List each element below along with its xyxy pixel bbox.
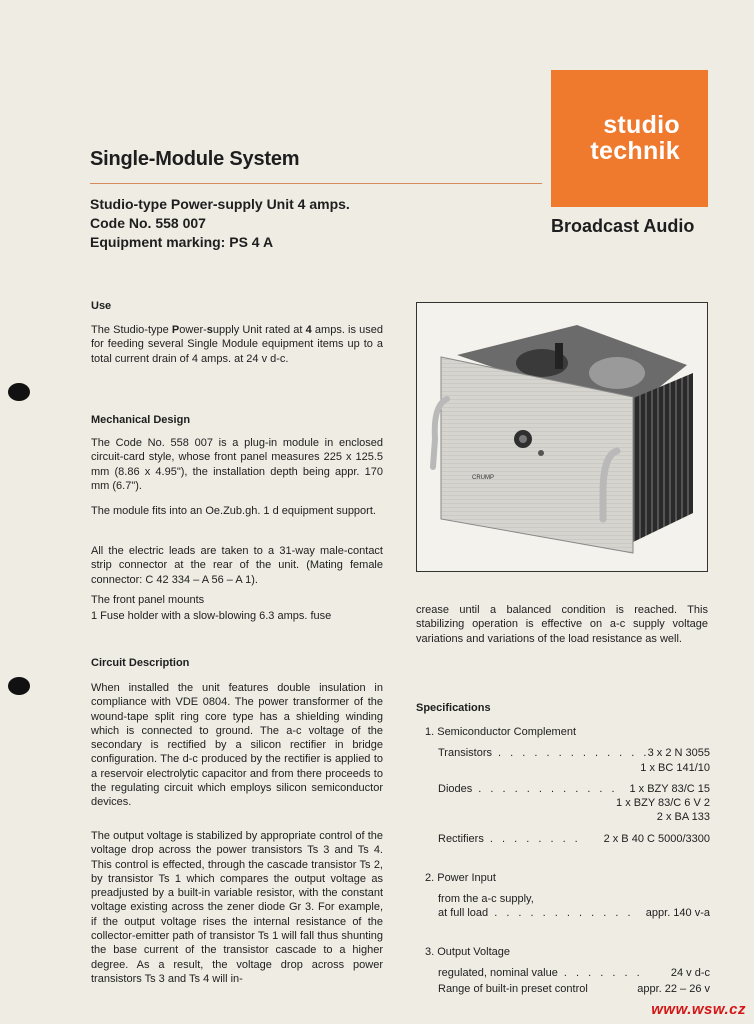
diodes-value-2: 1 x BZY 83/C 6 V 2 bbox=[616, 797, 710, 809]
mechanical-paragraph-5: 1 Fuse holder with a slow-blowing 6.3 amps. fuse bbox=[91, 610, 332, 622]
mechanical-paragraph-3: All the electric leads are taken to a 31-way male-contact strip connector at the rear of the unit. (Mating female connector: C 42 334 – A 56 – A 1). bbox=[91, 545, 383, 586]
mechanical-paragraph-4: The front panel mounts bbox=[91, 594, 205, 606]
transistors-value-2: 1 x BC 141/10 bbox=[640, 762, 710, 774]
circuit-paragraph-3: crease until a balanced condition is reached. This stabilizing operation is effective on a-c supply voltage variations and variations of the load resistance as well. bbox=[416, 604, 708, 645]
spec-diodes-row: Diodes . . . . . . . . . . . . bbox=[438, 783, 618, 795]
rectifiers-value: 2 x B 40 C 5000/3300 bbox=[603, 833, 710, 845]
site-watermark: www.wsw.cz bbox=[651, 1001, 746, 1018]
diodes-value-3: 2 x BA 133 bbox=[656, 811, 710, 823]
panel-label: CRUMP bbox=[472, 475, 494, 481]
power-input-row: at full load . . . . . . . . . . . . bbox=[438, 907, 634, 919]
output-nominal-row: regulated, nominal value . . . . . . . bbox=[438, 967, 643, 979]
subtitle-line-1: Studio-type Power-supply Unit 4 amps. bbox=[90, 196, 350, 212]
spec-output-voltage-title: 3. Output Voltage bbox=[425, 946, 511, 958]
circuit-paragraph-2: The output voltage is stabilized by appropriate control of the voltage drop across the power transistors Ts 3 and Ts 4. This control is effected, through the cascade transistor Ts 2, by transistor Ts 1 which compares the output voltage as preadjusted by a built-in variable resistor, with the constant voltage existing across the zener diode Gr 3. For example, if the output voltage rises the internal resistance of the collector-emitter path of transistor Ts 1 will fall thus shunting the base current of the transistor cascade to a higher degree. As a result, the voltage drop across power transistors Ts 3 and Ts 4 will in- bbox=[91, 830, 383, 985]
mechanical-paragraph-2: The module fits into an Oe.Zub.gh. 1 d equipment support. bbox=[91, 505, 376, 517]
punch-hole-icon bbox=[8, 677, 30, 695]
logo-text bbox=[590, 112, 680, 164]
section-title-circuit: Circuit Description bbox=[91, 657, 190, 669]
spec-power-input-title: 2. Power Input bbox=[425, 872, 496, 884]
power-input-line-1: from the a-c supply, bbox=[438, 893, 534, 905]
studio-technik-logo bbox=[551, 70, 708, 207]
spec-rectifiers-row: Rectifiers . . . . . . . . bbox=[438, 833, 581, 845]
power-input-value: appr. 140 v-a bbox=[645, 907, 710, 919]
section-title-specs: Specifications bbox=[416, 702, 491, 714]
subtitle-line-3: Equipment marking: PS 4 A bbox=[90, 234, 274, 250]
output-preset-label: Range of built-in preset control bbox=[438, 983, 588, 995]
section-title-mechanical: Mechanical Design bbox=[91, 414, 191, 426]
section-title-use: Use bbox=[91, 300, 112, 312]
use-paragraph: The Studio-type Power-supply Unit rated at 4 amps. is used for feeding several Single Module equipment items up to a total current drain of 4 amps. at 24 v d-c. bbox=[91, 324, 383, 365]
product-photo bbox=[416, 302, 708, 572]
logo-line-1: studio bbox=[603, 111, 680, 139]
power-supply-illustration bbox=[417, 303, 707, 571]
mechanical-paragraph-1: The Code No. 558 007 is a plug-in module in enclosed circuit-card style, whose front panel measures 225 x 125.5 mm (8.86 x 4.95"), the installation depth being appr. 170 mm (6.7"). bbox=[91, 437, 383, 492]
page-title: Single-Module System bbox=[90, 148, 300, 170]
subtitle-line-2: Code No. 558 007 bbox=[90, 215, 206, 231]
punch-hole-icon bbox=[8, 383, 30, 401]
logo-line-2: technik bbox=[590, 137, 680, 165]
tagline: Broadcast Audio bbox=[551, 216, 695, 236]
product-subtitle bbox=[90, 195, 350, 252]
output-nominal-value: 24 v d-c bbox=[670, 967, 710, 979]
title-divider bbox=[90, 183, 542, 184]
transistors-value-1: 3 x 2 N 3055 bbox=[647, 747, 710, 759]
diodes-value-1: 1 x BZY 83/C 15 bbox=[629, 783, 710, 795]
output-preset-value: appr. 22 – 26 v bbox=[637, 983, 710, 995]
spec-transistors-row: Transistors . . . . . . . . . . . . . bbox=[438, 747, 650, 759]
spec-semiconductor-title: 1. Semiconductor Complement bbox=[425, 726, 577, 738]
circuit-paragraph-1: When installed the unit features double insulation in compliance with VDE 0804. The power transformer of the wound-tape split ring core type has a shielding winding which is connected to ground. The a-c voltage of the secondary is rectified by a silicon rectifier in bridge configuration. The d-c produced by the rectifier is applied to a reservoir electrolytic capacitor and from there proceeds to the regulating circuit which employs silicon semiconductor devices. bbox=[91, 682, 383, 809]
